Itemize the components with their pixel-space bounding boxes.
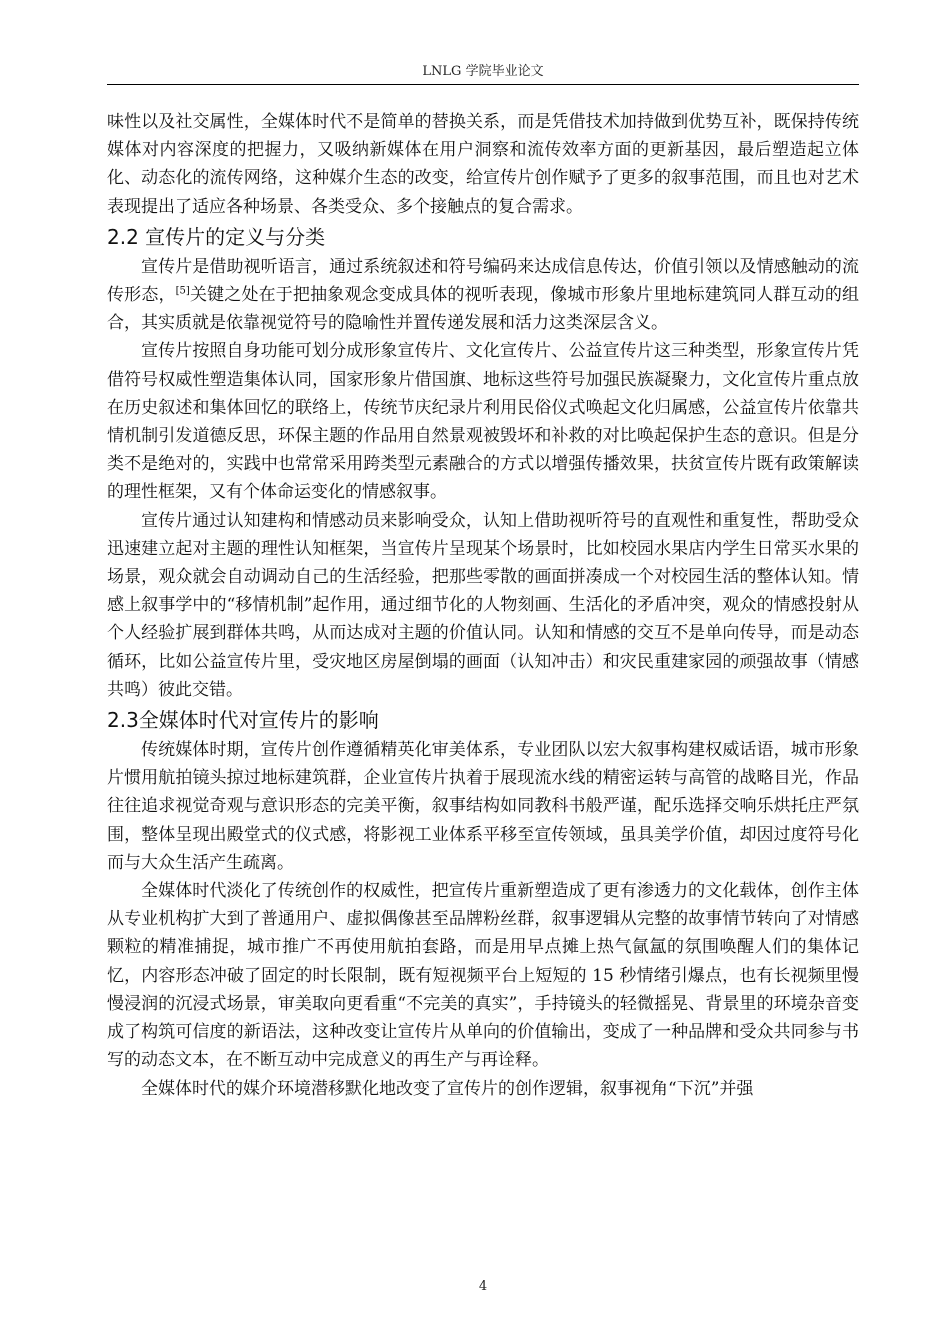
paragraph-all-media-era: 全媒体时代淡化了传统创作的权威性，把宣传片重新塑造成了更有渗透力的文化载体，创作主体从专业机构扩大到了普通用户、虚拟偶像甚至品牌粉丝群，叙事逻辑从完整的故事情节转向了对情感颗粒的精准捕捉，城市推广不再使用航拍套路，而是用早点摊上热气氤氲的氛围唤醒人们的集体记忆，内容形态冲破了固定的时长限制，既有短视频平台上短短的 15 秒情绪引爆点，也有长视频里慢慢浸润的沉浸式场景，审美取向更看重“不完美的真实”，手持镜头的轻微摇晃、背景里的环境杂音变成了构筑可信度的新语法，这种改变让宣传片从单向的价值输出，变成了一种品牌和受众共同参与书写的动态文本，在不断互动中完成意义的再生产与再诠释。 — [107, 881, 859, 1071]
page-number: 4 — [478, 1279, 488, 1294]
citation-marker: [5] — [175, 285, 190, 297]
paragraph-media-environment: 全媒体时代的媒介环境潜移默化地改变了宣传片的创作逻辑，叙事视角“下沉”并强 — [141, 1078, 754, 1099]
running-header: LNLG 学院毕业论文 — [422, 64, 544, 79]
continued-paragraph: 味性以及社交属性，全媒体时代不是简单的替换关系，而是凭借技术加持做到优势互补，既保持传统媒体对内容深度的把握力，又吸纳新媒体在用户洞察和流传效率方面的更新基因，最后塑造起立体化、动态化的流传网络，这种媒介生态的改变，给宣传片创作赋予了更多的叙事范围，而且也对艺术表现提出了适应各种场景、各类受众、多个接触点的复合需求。 — [107, 112, 859, 217]
paragraph-text: 关键之处在于把抽象观念变成具体的视听表现，像城市形象片里地标建筑同人群互动的组合，其实质就是依靠视觉符号的隐喻性并置传递发展和活力这类深层含义。 — [107, 285, 860, 334]
section-heading-2-3: 2.3全媒体时代对宣传片的影响 — [107, 708, 379, 733]
header-rule — [107, 84, 859, 85]
body-text — [107, 108, 859, 1103]
paragraph-classification: 宣传片按照自身功能可划分成形象宣传片、文化宣传片、公益宣传片这三种类型，形象宣传片凭借符号权威性塑造集体认同，国家形象片借国旗、地标这些符号加强民族凝聚力，文化宣传片重点放在历史叙述和集体回忆的联络上，传统节庆纪录片利用民俗仪式唤起文化归属感，公益宣传片依靠共情机制引发道德反思，环保主题的作品用自然景观被毁坏和补救的对比唤起保护生态的意识。但是分类不是绝对的，实践中也常常采用跨类型元素融合的方式以增强传播效果，扶贫宣传片既有政策解读的理性框架，又有个体命运变化的情感叙事。 — [107, 341, 859, 503]
section-heading-2-2: 2.2 宣传片的定义与分类 — [107, 224, 326, 249]
paragraph-traditional-era: 传统媒体时期，宣传片创作遵循精英化审美体系，专业团队以宏大叙事构建权威话语，城市形象片惯用航拍镜头掠过地标建筑群，企业宣传片执着于展现流水线的精密运转与高管的战略目光，作品往往追求视觉奇观与意识形态的完美平衡，叙事结构如同教科书般严谨，配乐选择交响乐烘托庄严氛围，整体呈现出殿堂式的仪式感，将影视工业体系平移至宣传领域，虽具美学价值，却因过度符号化而与大众生活产生疏离。 — [107, 740, 859, 873]
paragraph-text: 宣传片是借助视听语言，通过系统叙述和符号编码来达成信息传达，价值引领以及情感触动的流传形态， — [107, 256, 859, 306]
paragraph-definition — [107, 253, 859, 338]
paragraph-influence-mechanism: 宣传片通过认知建构和情感动员来影响受众，认知上借助视听符号的直观性和重复性，帮助受众迅速建立起对主题的理性认知框架，当宣传片呈现某个场景时，比如校园水果店内学生日常买水果的场景，观众就会自动调动自己的生活经验，把那些零散的画面拼凑成一个对校园生活的整体认知。情感上叙事学中的“移情机制”起作用，通过细节化的人物刻画、生活化的矛盾冲突，观众的情感投射从个人经验扩展到群体共鸣，从而达成对主题的价值认同。认知和情感的交互不是单向传导，而是动态循环，比如公益宣传片里，受灾地区房屋倒塌的画面（认知冲击）和灾民重建家园的顽强故事（情感共鸣）彼此交错。 — [107, 510, 859, 700]
